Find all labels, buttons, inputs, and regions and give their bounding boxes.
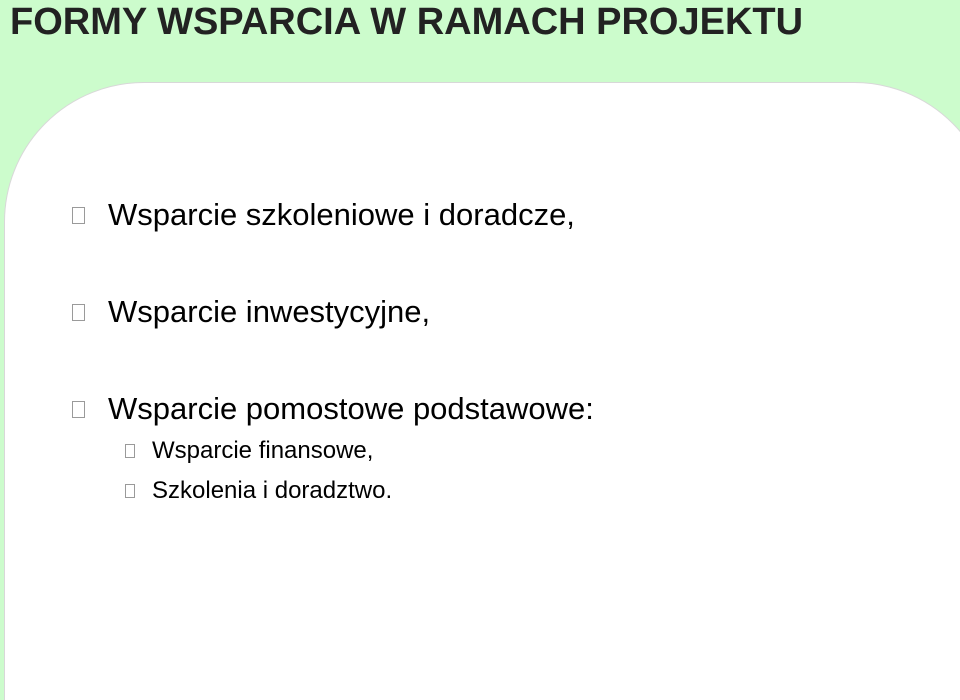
sub-bullet-item	[125, 477, 392, 505]
square-bullet-icon	[72, 304, 85, 321]
bullet-item	[72, 197, 575, 233]
slide-title: FORMY WSPARCIA W RAMACH PROJEKTU	[10, 1, 804, 43]
sub-bullet-text: Szkolenia i doradztwo.	[152, 477, 393, 504]
square-bullet-icon	[72, 401, 85, 418]
square-bullet-icon	[125, 484, 135, 498]
bullet-text: Wsparcie inwestycyjne,	[108, 294, 431, 329]
bullet-text: Wsparcie szkoleniowe i doradcze,	[108, 197, 575, 232]
square-bullet-icon	[125, 444, 135, 458]
bullet-item	[72, 294, 430, 330]
bullet-text: Wsparcie pomostowe podstawowe:	[108, 391, 594, 426]
bullet-item	[72, 391, 594, 427]
sub-bullet-text: Wsparcie finansowe,	[152, 437, 374, 464]
sub-bullet-item	[125, 437, 373, 465]
square-bullet-icon	[72, 207, 85, 224]
